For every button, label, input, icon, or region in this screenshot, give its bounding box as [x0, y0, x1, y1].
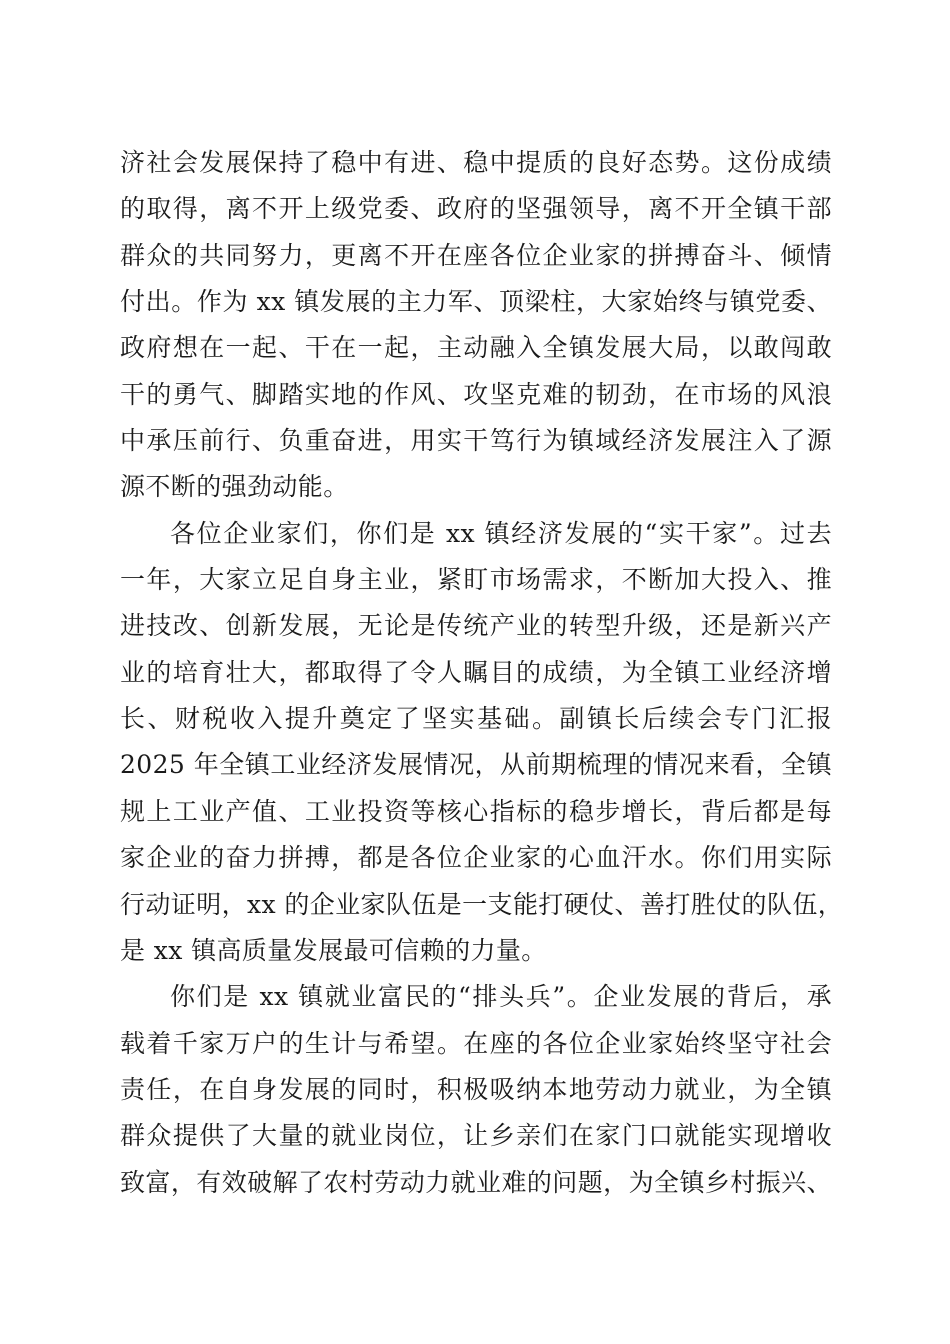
paragraph-3-line: 你们是 xx 镇就业富民的“排头兵”。企业发展的背后，承: [170, 982, 832, 1012]
document-body: [120, 140, 844, 1206]
paragraph-2-line: 家企业的奋力拼搏，都是各位企业家的心血汗水。你们用实际: [120, 843, 832, 873]
paragraph-3-line: 致富，有效破解了农村劳动力就业难的问题，为全镇乡村振兴、: [120, 1167, 832, 1197]
paragraph-2-line: 长、财税收入提升奠定了坚实基础。副镇长后续会专门汇报: [120, 704, 832, 734]
paragraph-2-line: 行动证明，xx 的企业家队伍是一支能打硬仗、善打胜仗的队伍，: [120, 889, 844, 919]
paragraph-1-line: 济社会发展保持了稳中有进、稳中提质的良好态势。这份成绩: [120, 148, 832, 177]
paragraph-3-line: 群众提供了大量的就业岗位，让乡亲们在家门口就能实现增收: [120, 1121, 832, 1151]
paragraph-2-line: 各位企业家们，你们是 xx 镇经济发展的“实干家”。过去: [170, 518, 832, 548]
paragraph-1-line: 源不断的强劲动能。: [120, 472, 349, 502]
paragraph-1-line: 政府想在一起、干在一起，主动融入全镇发展大局，以敢闯敢: [120, 333, 832, 363]
paragraph-1-line: 付出。作为 xx 镇发展的主力军、顶梁柱，大家始终与镇党委、: [120, 287, 832, 317]
paragraph-2-line: 进技改、创新发展，无论是传统产业的转型升级，还是新兴产: [120, 611, 832, 641]
paragraph-2-line: 2025 年全镇工业经济发展情况，从前期梳理的情况来看，全镇: [120, 750, 832, 780]
paragraph-1-line: 干的勇气、脚踏实地的作风、攻坚克难的韧劲，在市场的风浪: [120, 379, 832, 409]
paragraph-2-line: 规上工业产值、工业投资等核心指标的稳步增长，背后都是每: [120, 796, 832, 826]
paragraph-2-line: 是 xx 镇高质量发展最可信赖的力量。: [120, 935, 547, 965]
paragraph-2-line: 一年，大家立足自身主业，紧盯市场需求，不断加大投入、推: [120, 565, 832, 595]
paragraph-1-line: 中承压前行、负重奋进，用实干笃行为镇域经济发展注入了源: [120, 426, 832, 456]
paragraph-3-line: 责任，在自身发展的同时，积极吸纳本地劳动力就业，为全镇: [120, 1074, 832, 1104]
paragraph-3-line: 载着千家万户的生计与希望。在座的各位企业家始终坚守社会: [120, 1028, 832, 1058]
paragraph-1-line: 群众的共同努力，更离不开在座各位企业家的拼搏奋斗、倾情: [120, 240, 832, 270]
paragraph-1-line: 的取得，离不开上级党委、政府的坚强领导，离不开全镇干部: [120, 194, 832, 224]
paragraph-2-line: 业的培育壮大，都取得了令人瞩目的成绩，为全镇工业经济增: [120, 657, 832, 687]
